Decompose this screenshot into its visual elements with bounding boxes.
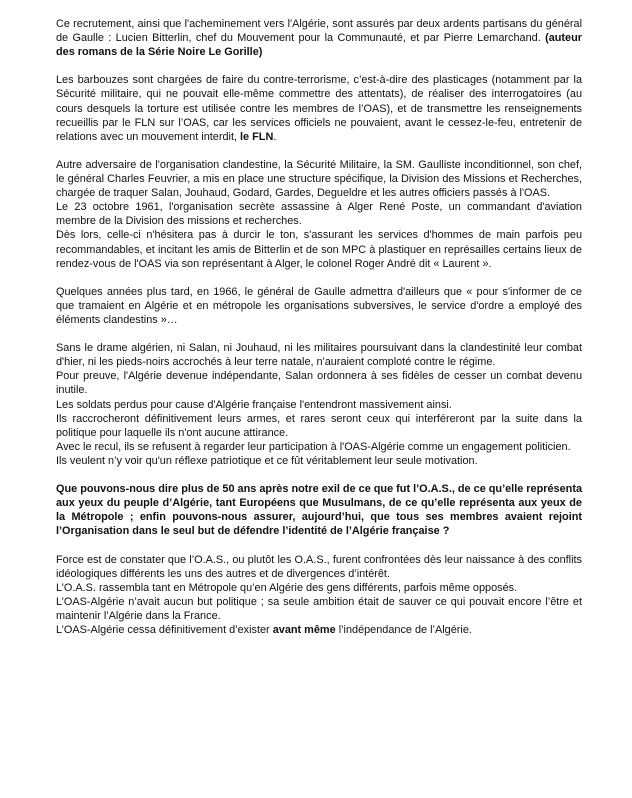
paragraph-text: Les barbouzes sont chargées de faire du contre-terrorisme, c’est-à-dire des plasticages (notamment par la Sécurité militaire, qui ne pouvait elle-même commettre des attentats), de réaliser des interrogatoires (au cours desquels la torture est utilisée contre les membres de l’OAS), et de transmettre les renseignements recueillis par le FLN sur l’OAS, car les services officiels ne pouvaient, avant le cessez-le-feu, entretenir de relations avec un mouvement interdit,	[56, 74, 582, 143]
paragraph-des-lors: Dès lors, celle-ci n'hésitera pas à durcir le ton, s'assurant les services d'hommes de main parfois peu recommandables, et incitant les amis de Bitterlin et de son MPC à plastiquer en représailles certains lieux de rendez-vous de l'OAS via son représentant à Alger, le colonel Roger André dit « Laurent ».	[56, 229, 582, 270]
paragraph-1966: Quelques années plus tard, en 1966, le général de Gaulle admettra d'ailleurs que « pour s'informer de ce que tramaient en Algérie et en métropole les organisations subversives, le service d'ordre a employé des éléments clandestins »…	[56, 285, 582, 326]
bold-question: Que pouvons-nous dire plus de 50 ans après notre exil de ce que fut l’O.A.S., de ce qu’elle représenta aux yeux du peuple d’Algérie, tant Européens que Musulmans, de ce qu’elle représenta aux yeux de la Métropole ; enfin pouvons-nous assurer, aujourd’hui, que tous ses membres avaient rejoint l’Organisation dans le seul but de défendre l’identité de l’Algérie française ?	[56, 483, 582, 538]
bold-note: (auteur des romans de la Série Noire Le Gorille)	[56, 32, 582, 59]
paragraph-recruitment	[56, 17, 582, 59]
paragraph-recul: Avec le recul, ils se refusent à regarder leur participation à l'OAS-Algérie comme un engagement politicien.	[56, 440, 571, 453]
bold-emphasis: le FLN	[240, 130, 274, 143]
paragraph-rassembla: L’O.A.S. rassembla tant en Métropole qu’en Algérie des gens différents, parfois même opposés.	[56, 581, 518, 594]
paragraph-but-politique: L’OAS-Algérie n’avait aucun but politique ; sa seule ambition était de sauver ce qui pouvait encore l’être et maintenir l’Algérie dans la France.	[56, 595, 582, 622]
paragraph-reflexe: Ils veulent n’y voir qu'un réflexe patriotique et ce fût véritablement leur seule motivation.	[56, 454, 478, 467]
paragraph-tail: .	[273, 130, 277, 143]
paragraph-pour-preuve: Pour preuve, l'Algérie devenue indépendante, Salan ordonnera à ses fidèles de cesser un combat devenu inutile.	[56, 370, 582, 397]
bold-avant-meme: avant même	[272, 624, 336, 637]
paragraph-question	[56, 482, 582, 538]
paragraph-rene-poste: Le 23 octobre 1961, l'organisation secrète assassine à Alger René Poste, un commandant d'aviation membre de la Division des missions et recherches.	[56, 201, 582, 228]
paragraph-tail: l’indépendance de l’Algérie.	[335, 624, 472, 637]
paragraph-soldats-perdus: Les soldats perdus pour cause d'Algérie française l'entendront massivement ainsi.	[56, 398, 452, 411]
paragraph-text: Ce recrutement, ainsi que l'acheminement vers l'Algérie, sont assurés par deux ardents partisans du général de Gaulle : Lucien Bitterlin, chef du Mouvement pour la Communauté, et par Pierre Lemarchand.	[56, 18, 582, 45]
paragraph-securite-militaire: Autre adversaire de l'organisation clandestine, la Sécurité Militaire, la SM. Gaulliste inconditionnel, son chef, le général Charles Feuvrier, a mis en place une structure spécifique, la Division des Missions et Recherches, chargée de traquer Salan, Jouhaud, Godard, Gardes, Degueldre et les autres officiers passés à l'OAS.	[56, 158, 582, 200]
paragraph-drame-algerien: Sans le drame algérien, ni Salan, ni Jouhaud, ni les militaires poursuivant dans la clandestinité leur combat d'hier, ni les pieds-noirs accrochés à leur terre natale, n'auraient comploté contre le régime.	[56, 342, 582, 369]
paragraph-force-est: Force est de constater que l’O.A.S., ou plutôt les O.A.S., furent confrontées dès leur naissance à des conflits idéologiques différents les uns des autres et de divergences d’intérêt.	[56, 553, 582, 580]
paragraph-cessa	[56, 623, 582, 637]
paragraph-text: L’OAS-Algérie cessa définitivement d’exister	[56, 624, 273, 637]
paragraph-barbouzes	[56, 73, 582, 143]
paragraph-raccrocheront: Ils raccrocheront définitivement leurs armes, et rares seront ceux qui interféreront par la suite dans la politique pour laquelle ils n'ont aucune attirance.	[56, 412, 582, 439]
